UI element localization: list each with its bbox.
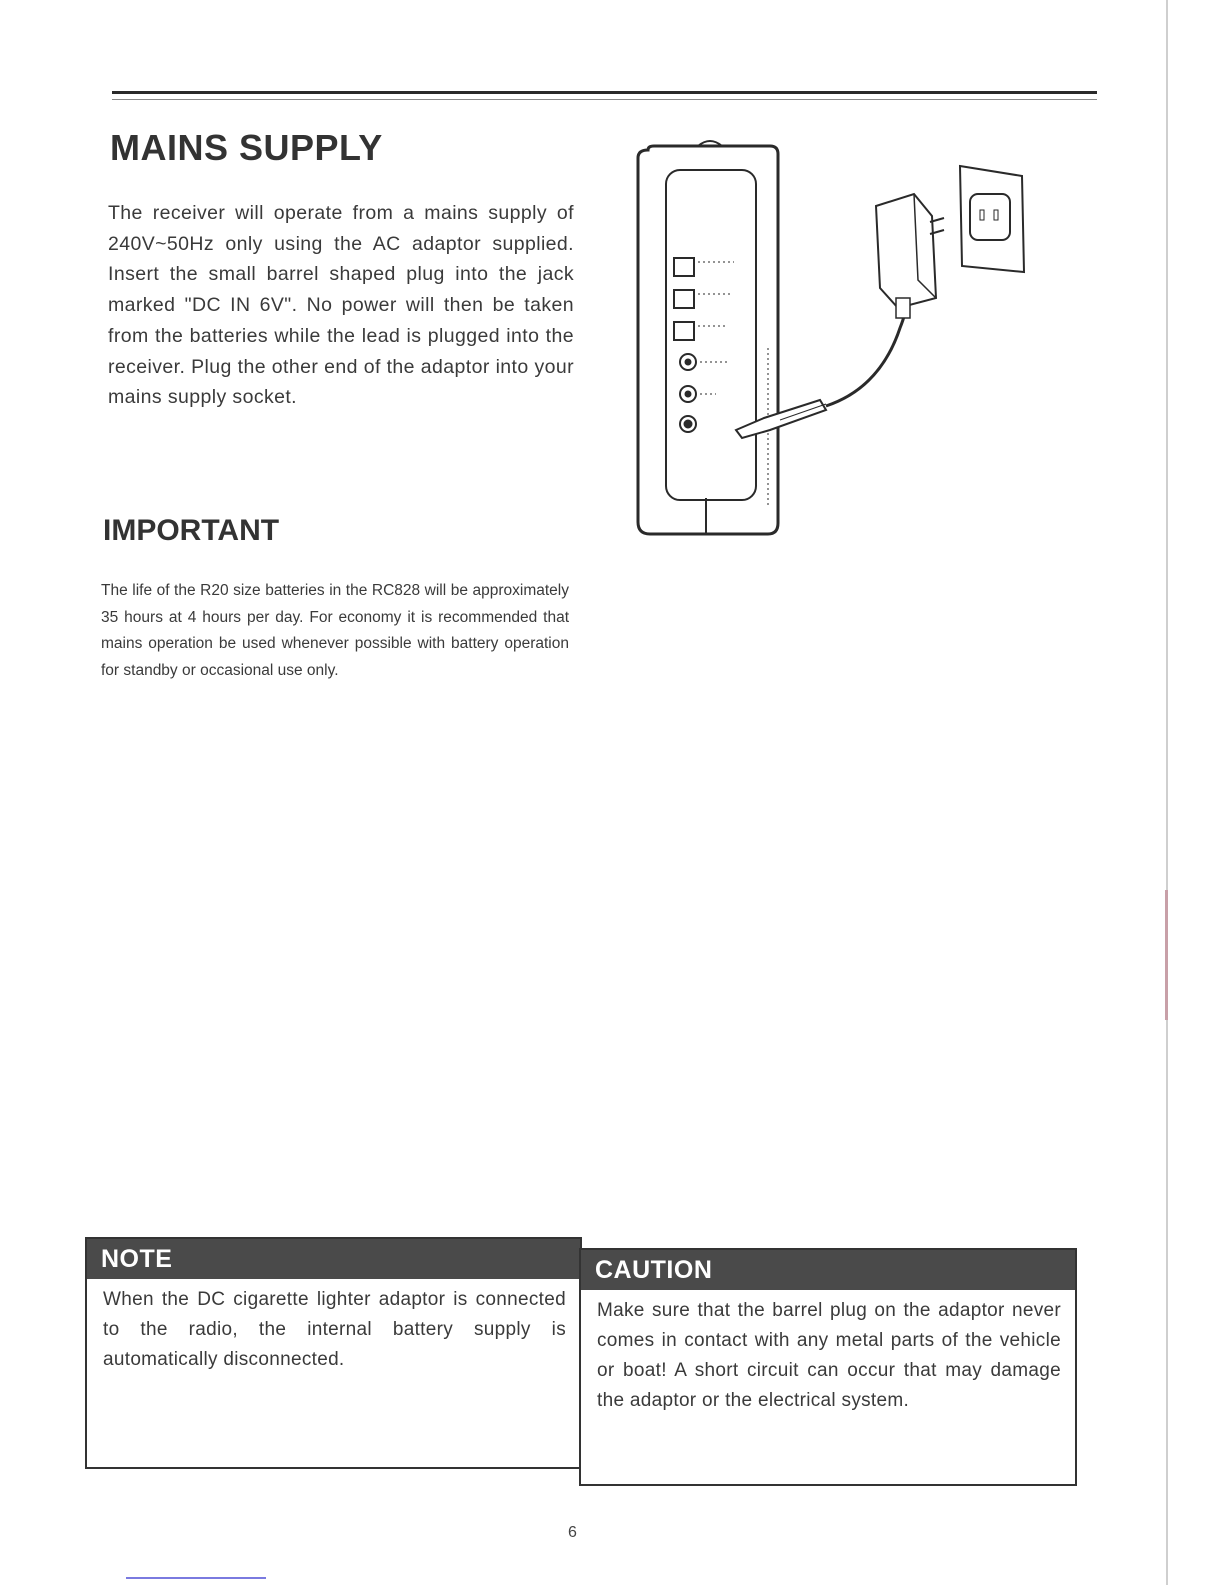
- note-box: [85, 1237, 582, 1469]
- note-text: When the DC cigarette lighter adaptor is connected to the radio, the internal battery supply is automatically disconnected.: [103, 1289, 566, 1370]
- caution-heading: CAUTION: [581, 1250, 1075, 1290]
- page-number: 6: [568, 1524, 577, 1541]
- note-heading: NOTE: [87, 1239, 580, 1279]
- caution-box: [579, 1248, 1077, 1486]
- important-heading: IMPORTANT: [103, 514, 280, 547]
- ac-adaptor-icon: [876, 194, 944, 318]
- mains-supply-text: The receiver will operate from a mains supply of 240V~50Hz only using the AC adaptor supplied. Insert the small barrel shaped plug into the jack marked "DC IN 6V". No power will then be taken from the batteries while the lead is plugged into the receiver. Plug the other end of the adaptor into your mains supply socket.: [108, 202, 574, 409]
- adaptor-illustration: [630, 138, 1030, 538]
- receiver-side-icon: [638, 141, 778, 534]
- caution-text: Make sure that the barrel plug on the adaptor never comes in contact with any metal parts of the vehicle or boat! A short circuit can occur that may damage the adaptor or the electrical system.: [597, 1300, 1061, 1411]
- bottom-link-underline: [126, 1577, 266, 1579]
- important-text: The life of the R20 size batteries in the RC828 will be approximately 35 hours at 4 hours per day. For economy it is recommended that mains operation be used whenever possible with battery operation for standby or occasional use only.: [101, 582, 569, 679]
- page-edge-accent: [1165, 890, 1168, 1020]
- top-rule: [112, 91, 1097, 94]
- barrel-plug-icon: [736, 298, 906, 438]
- mains-supply-heading: MAINS SUPPLY: [110, 127, 383, 168]
- wall-socket-icon: [960, 166, 1024, 272]
- page-edge: [1166, 0, 1168, 1585]
